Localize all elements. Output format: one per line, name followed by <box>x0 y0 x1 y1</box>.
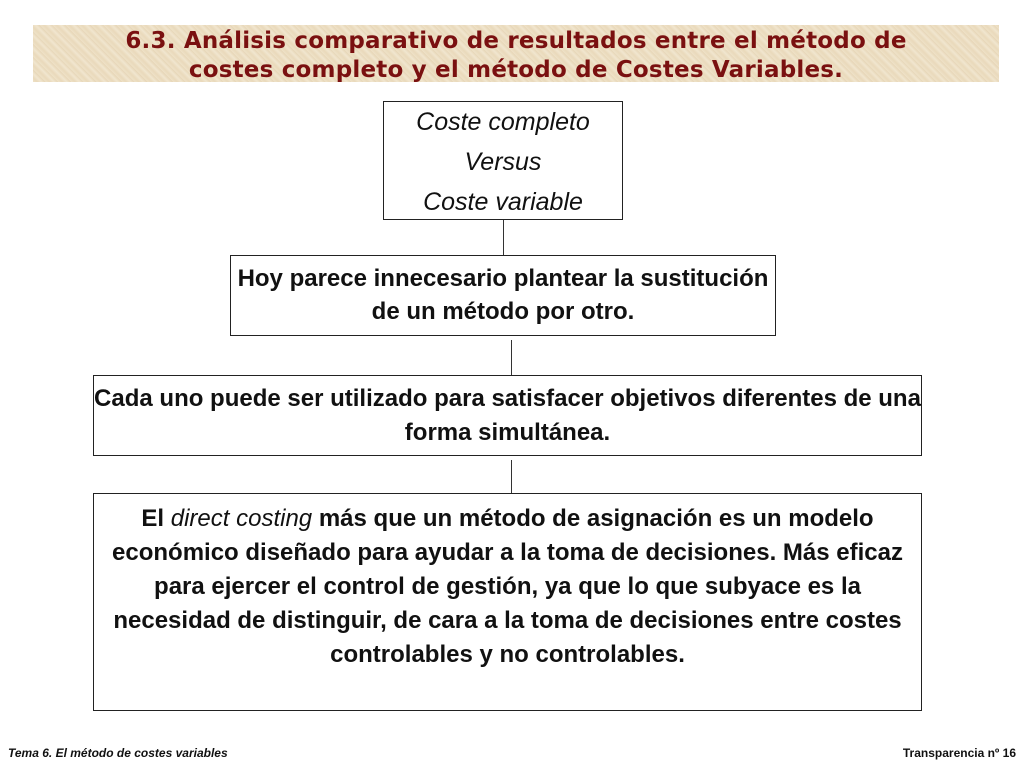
statement-box-substitution <box>230 255 776 336</box>
statement-box-direct-costing <box>93 493 922 711</box>
slide-title <box>33 27 999 85</box>
statement-box-simultaneous <box>93 375 922 456</box>
slide-title-line2: costes completo y el método de Costes Variables. <box>188 57 844 83</box>
statement-prefix: El <box>141 505 171 532</box>
comparison-line1: Coste completo <box>416 108 590 136</box>
statement-text: Cada uno puede ser utilizado para satisfacer objetivos diferentes de una forma simultánea. <box>94 385 921 446</box>
statement-emphasis: direct costing <box>170 505 313 532</box>
footer-slide-number: Transparencia nº 16 <box>902 746 1016 760</box>
connector-line <box>511 460 512 493</box>
slide-title-line1: 6.3. Análisis comparativo de resultados entre el método de <box>125 28 907 54</box>
comparison-box <box>383 101 623 220</box>
connector-line <box>511 340 512 375</box>
statement-suffix: más que un método de asignación es un modelo económico diseñado para ayudar a la toma de decisiones. Más eficaz para ejercer el control de gestión, ya que lo que subyace es la necesidad de distinguir, de cara a la toma de decisiones entre costes controlables y no controlables. <box>112 505 903 668</box>
comparison-line2: Versus <box>464 148 542 176</box>
footer-topic: Tema 6. El método de costes variables <box>8 746 228 760</box>
comparison-line3: Coste variable <box>423 188 583 216</box>
statement-text: Hoy parece innecesario plantear la sustitución de un método por otro. <box>237 265 769 325</box>
connector-line <box>503 220 504 255</box>
